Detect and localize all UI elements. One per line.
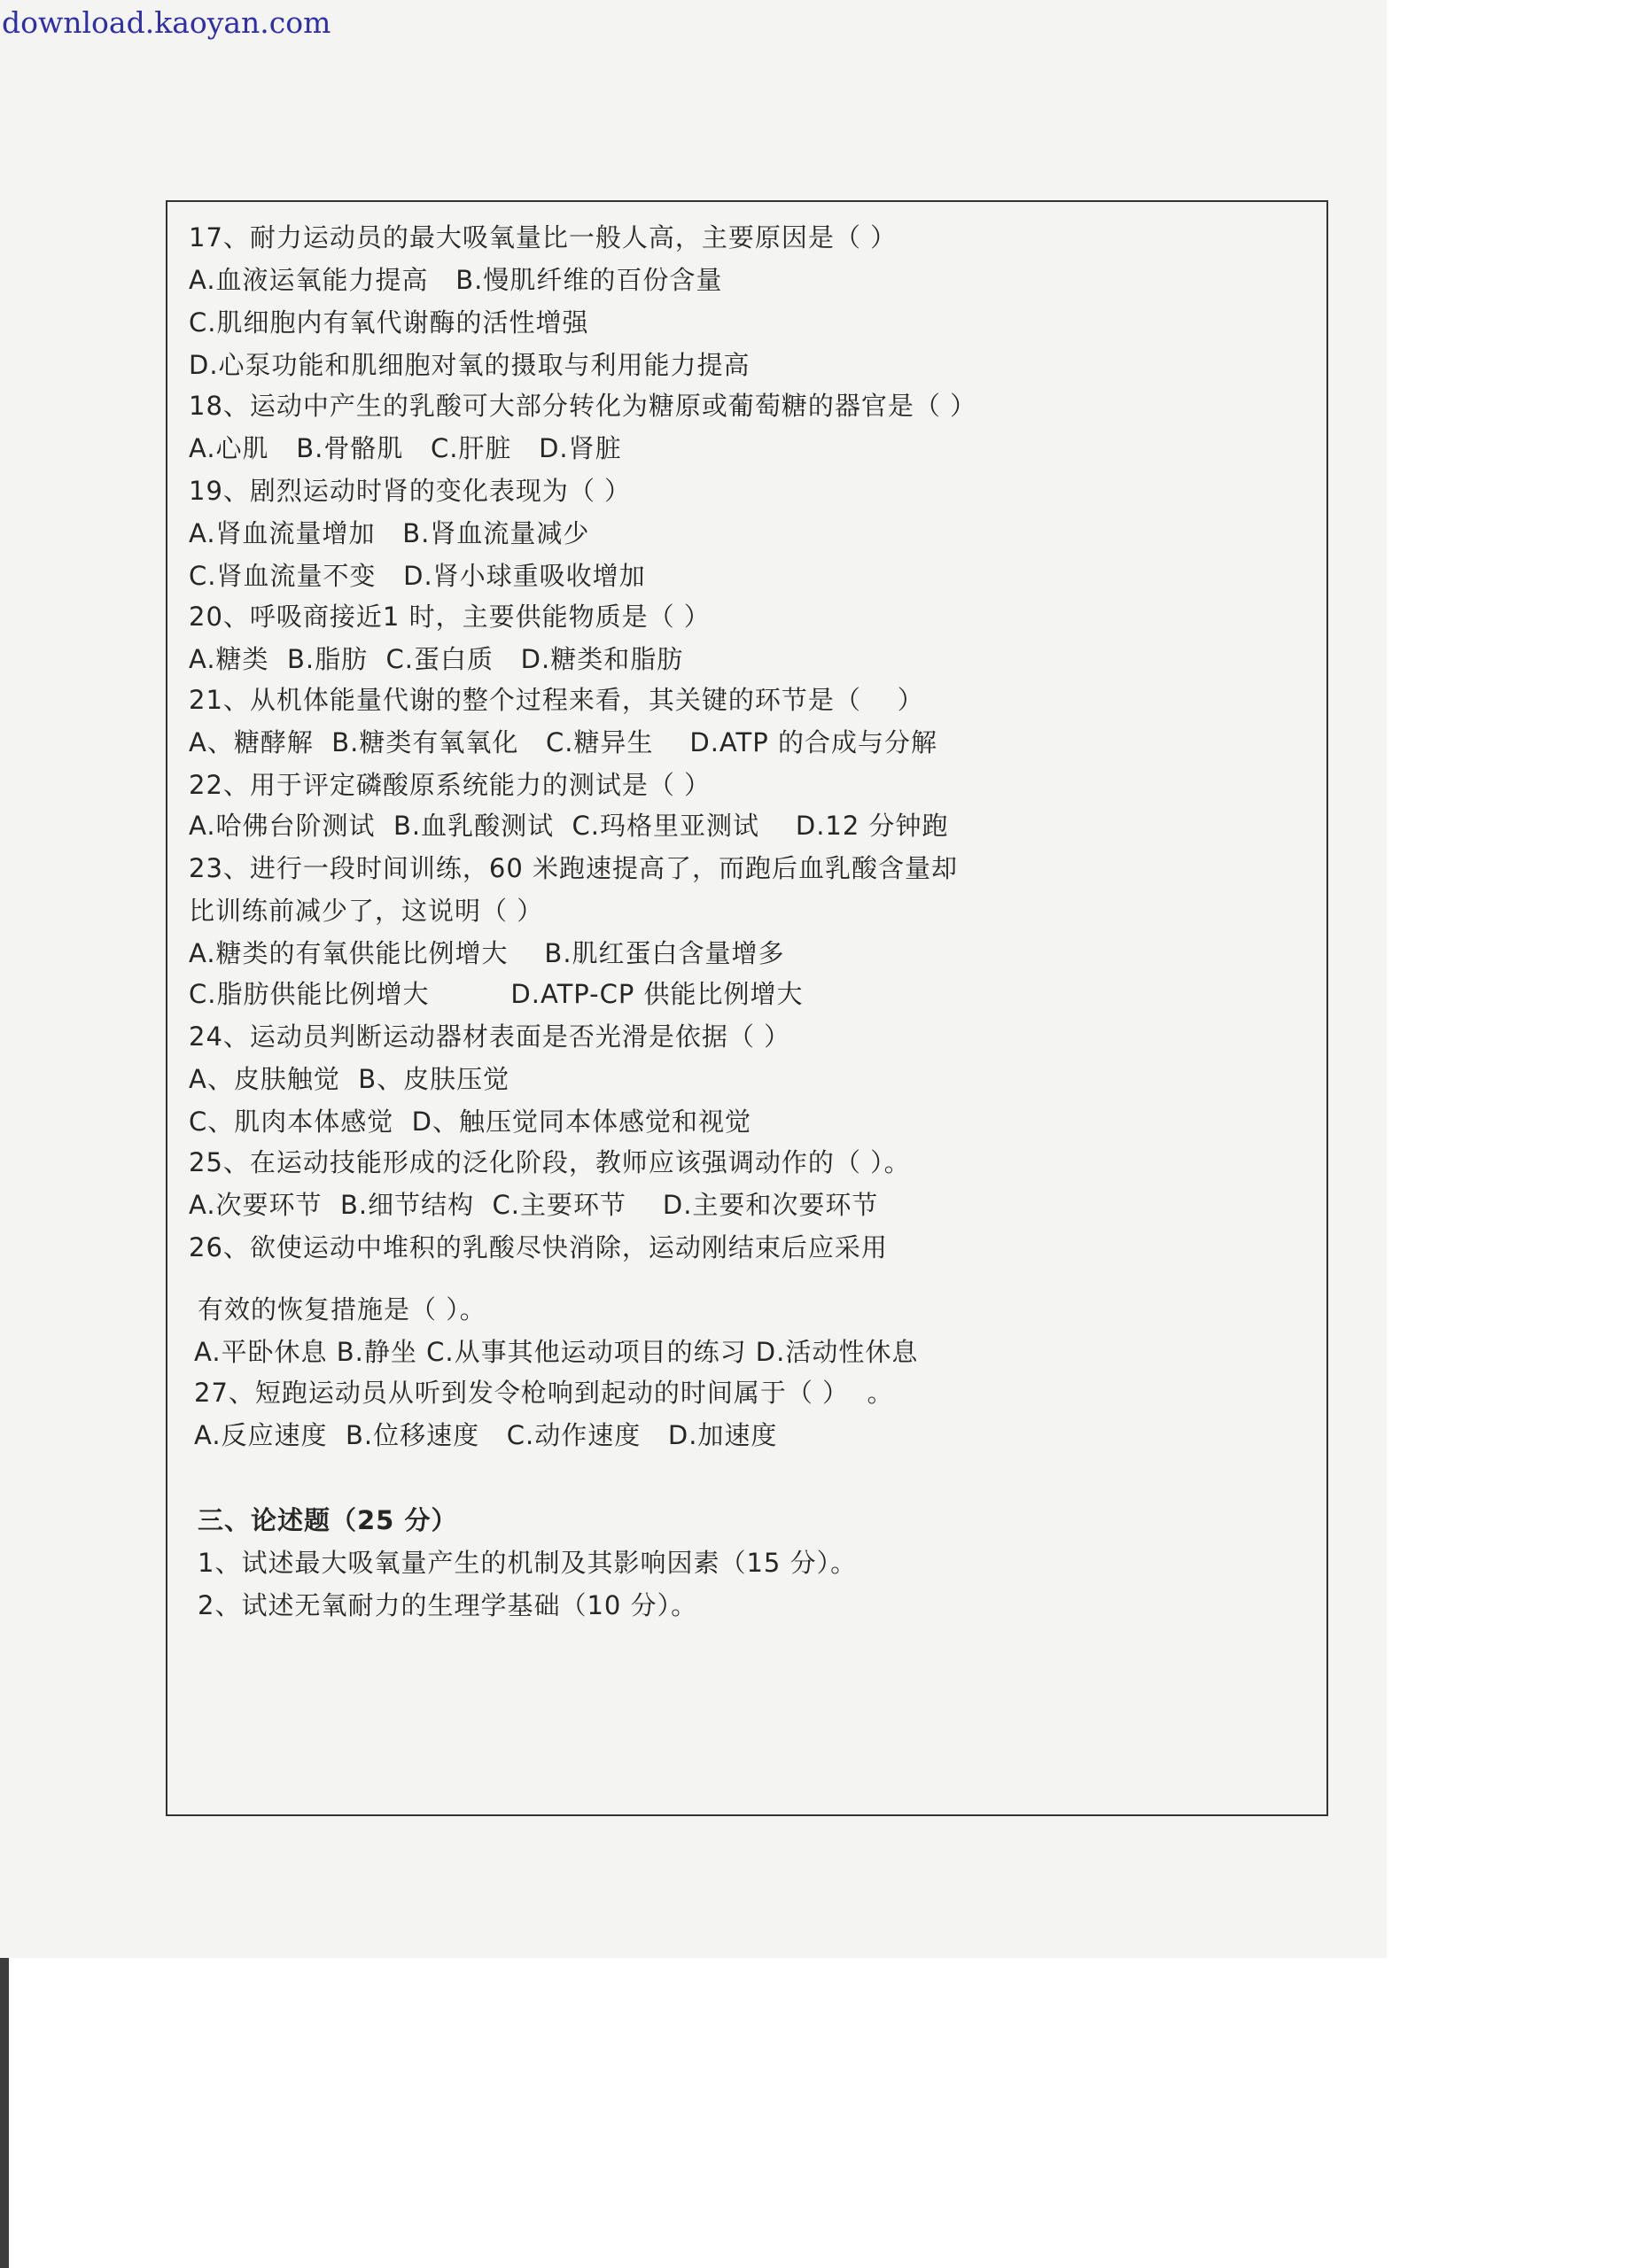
question-27: 27、短跑运动员从听到发令枪响到起动的时间属于（ ） 。 bbox=[194, 1378, 894, 1408]
question-21: 21、从机体能量代谢的整个过程来看，其关键的环节是（ ） bbox=[189, 685, 924, 715]
question-26: 26、欲使运动中堆积的乳酸尽快消除，运动刚结束后应采用 bbox=[189, 1232, 888, 1262]
q23-options-cd: C.脂肪供能比例增大 D.ATP-CP 供能比例增大 bbox=[189, 979, 804, 1009]
q24-options-ab: A、皮肤触觉 B、皮肤压觉 bbox=[189, 1064, 510, 1094]
section-heading-essay: 三、论述题（25 分） bbox=[198, 1505, 458, 1535]
q19-options-ab: A.肾血流量增加 B.肾血流量减少 bbox=[189, 518, 590, 548]
question-26-cont: 有效的恢复措施是（ ）。 bbox=[198, 1294, 486, 1324]
scan-shadow-edge bbox=[0, 1958, 9, 2268]
q19-options-cd: C.肾血流量不变 D.肾小球重吸收增加 bbox=[189, 561, 646, 591]
q21-options: A、糖酵解 B.糖类有氧氧化 C.糖异生 D.ATP 的合成与分解 bbox=[189, 727, 937, 757]
q24-options-cd: C、肌肉本体感觉 D、触压觉同本体感觉和视觉 bbox=[189, 1107, 752, 1137]
essay-question-2: 2、试述无氧耐力的生理学基础（10 分）。 bbox=[198, 1590, 698, 1620]
question-20: 20、呼吸商接近1 时，主要供能物质是（ ） bbox=[189, 602, 711, 632]
question-18: 18、运动中产生的乳酸可大部分转化为糖原或葡萄糖的器官是（ ） bbox=[189, 391, 977, 421]
essay-question-1: 1、试述最大吸氧量产生的机制及其影响因素（15 分）。 bbox=[198, 1548, 858, 1578]
question-23: 23、进行一段时间训练，60 米跑速提高了，而跑后血乳酸含量却 bbox=[189, 853, 959, 883]
question-19: 19、剧烈运动时肾的变化表现为（ ） bbox=[189, 476, 632, 506]
question-24: 24、运动员判断运动器材表面是否光滑是依据（ ） bbox=[189, 1021, 791, 1052]
question-17: 17、耐力运动员的最大吸氧量比一般人高，主要原因是（ ） bbox=[189, 222, 898, 252]
q17-option-c: C.肌细胞内有氧代谢酶的活性增强 bbox=[189, 307, 589, 338]
question-22: 22、用于评定磷酸原系统能力的测试是（ ） bbox=[189, 770, 712, 800]
page-background-right bbox=[1387, 0, 1649, 2268]
q23-options-ab: A.糖类的有氧供能比例增大 B.肌红蛋白含量增多 bbox=[189, 938, 785, 968]
q25-options: A.次要环节 B.细节结构 C.主要环节 D.主要和次要环节 bbox=[189, 1190, 879, 1220]
question-23-cont: 比训练前减少了，这说明（ ） bbox=[189, 896, 544, 926]
q22-options: A.哈佛台阶测试 B.血乳酸测试 C.玛格里亚测试 D.12 分钟跑 bbox=[189, 811, 949, 841]
question-25: 25、在运动技能形成的泛化阶段，教师应该强调动作的（ ）。 bbox=[189, 1147, 911, 1177]
q17-options-ab: A.血液运氧能力提高 B.慢肌纤维的百份含量 bbox=[189, 265, 723, 295]
q18-options: A.心肌 B.骨骼肌 C.肝脏 D.肾脏 bbox=[189, 433, 622, 463]
page-background-bottom bbox=[0, 1958, 1387, 2268]
watermark-text: download.kaoyan.com bbox=[2, 5, 331, 40]
q27-options: A.反应速度 B.位移速度 C.动作速度 D.加速度 bbox=[194, 1420, 778, 1450]
q17-option-d: D.心泵功能和肌细胞对氧的摄取与利用能力提高 bbox=[189, 350, 751, 380]
q20-options: A.糖类 B.脂肪 C.蛋白质 D.糖类和脂肪 bbox=[189, 644, 684, 674]
q26-options: A.平卧休息 B.静坐 C.从事其他运动项目的练习 D.活动性休息 bbox=[194, 1337, 919, 1367]
